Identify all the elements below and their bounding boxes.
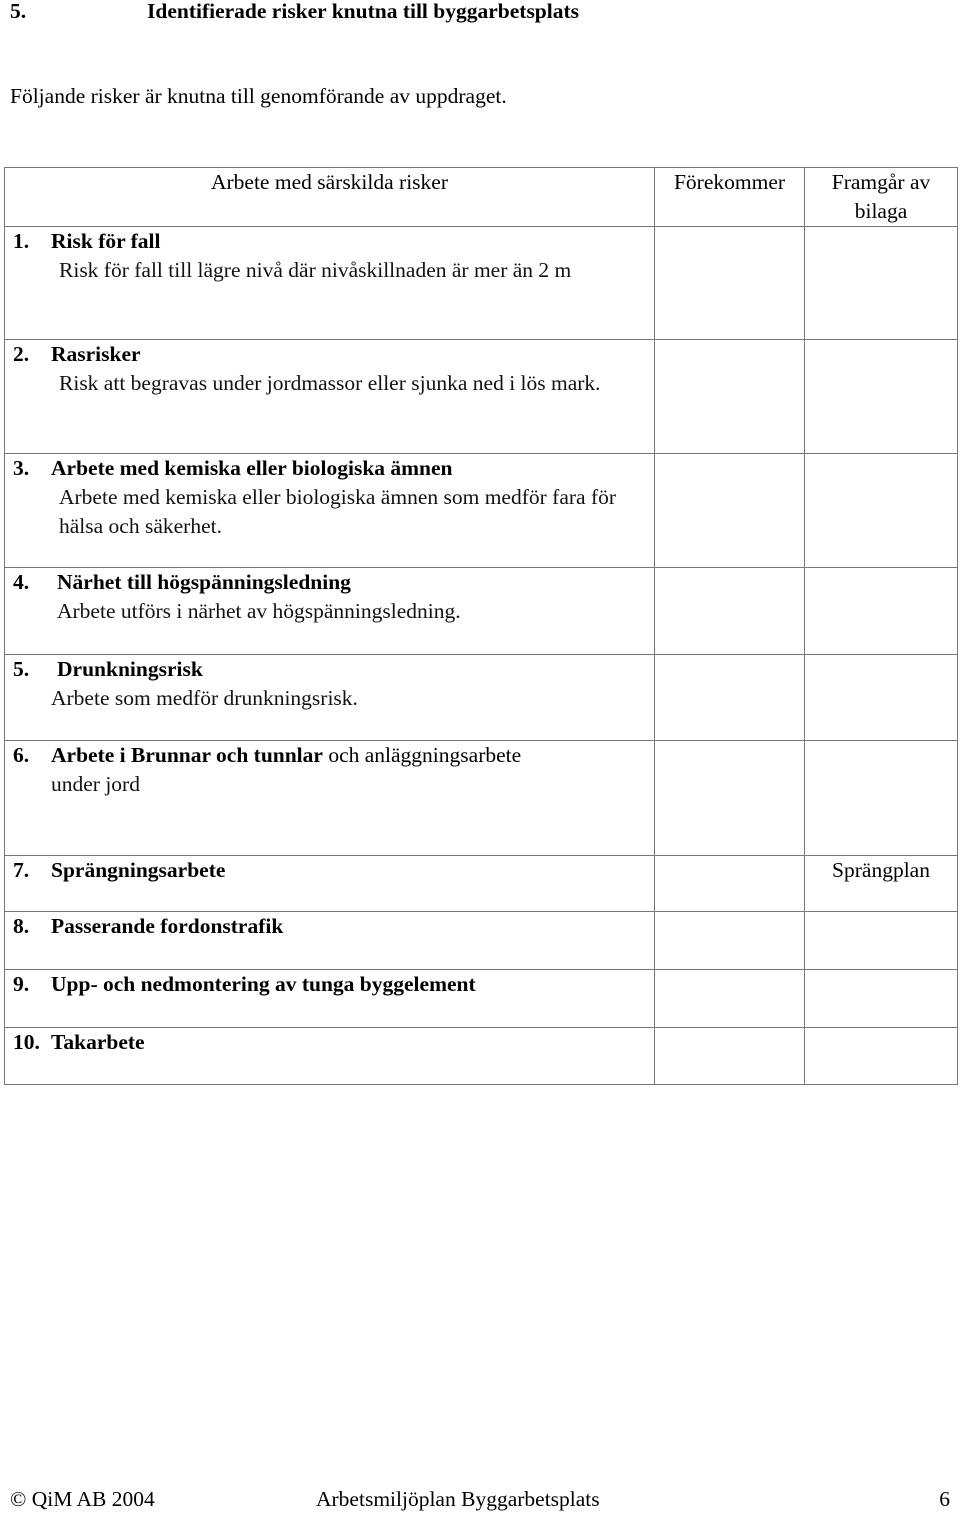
risk-number: 6. [13,743,30,767]
occurs-cell[interactable] [655,912,805,970]
risk-cell [5,340,655,454]
attachment-cell[interactable]: Sprängplan [805,856,958,912]
section-heading [10,0,579,26]
risk-title: Takarbete [51,1030,145,1054]
risk-title-extra: och anläggningsarbete [322,743,522,767]
risk-title: Arbete i Brunnar och tunnlar [51,743,323,767]
risk-description: Arbete utförs i närhet av högspänningsledning. [57,599,461,623]
risk-description: Arbete med kemiska eller biologiska ämnen som medför fara för hälsa och säkerhet. [59,485,617,538]
section-title: Identifierade risker knutna till byggarbetsplats [147,0,580,23]
risk-number: 5. [13,657,30,681]
attachment-cell[interactable] [805,655,958,741]
risk-title: Risk för fall [51,229,161,253]
risk-cell [5,856,655,912]
occurs-cell[interactable] [655,970,805,1028]
attachment-cell[interactable] [805,1028,958,1085]
attachment-cell[interactable] [805,741,958,856]
table-row [5,970,958,1028]
attachment-cell[interactable] [805,912,958,970]
attachment-cell[interactable] [805,970,958,1028]
occurs-cell[interactable] [655,568,805,655]
risk-title: Drunkningsrisk [57,657,203,681]
risk-cell [5,741,655,856]
table-header-row [5,168,958,227]
risk-description: Arbete som medför drunkningsrisk. [51,686,358,710]
section-number: 5. [10,0,27,23]
table-row [5,655,958,741]
table-row [5,856,958,912]
risk-title: Närhet till högspänningsledning [57,570,351,594]
risk-number: 4. [13,570,30,594]
table-row [5,912,958,970]
risk-cell [5,454,655,568]
risk-title: Arbete med kemiska eller biologiska ämnen [51,456,453,480]
attachment-cell[interactable] [805,454,958,568]
occurs-cell[interactable] [655,340,805,454]
risk-title: Rasrisker [51,342,141,366]
risk-cell [5,227,655,340]
risk-number: 9. [13,972,30,996]
intro-text: Följande risker är knutna till genomförande av uppdraget. [10,84,507,108]
occurs-cell[interactable] [655,856,805,912]
table-row [5,741,958,856]
risk-title: Sprängningsarbete [51,858,226,882]
risk-number: 7. [13,858,30,882]
footer-page-number: 6 [939,1487,950,1511]
occurs-cell[interactable] [655,741,805,856]
header-occurs: Förekommer [655,168,805,227]
table-row [5,340,958,454]
table-row [5,227,958,340]
occurs-cell[interactable] [655,454,805,568]
occurs-cell[interactable] [655,655,805,741]
risk-title: Upp- och nedmontering av tunga byggelement [51,972,476,996]
header-attachment: Framgår av bilaga [805,168,958,227]
footer-document-title: Arbetsmiljöplan Byggarbetsplats [316,1487,600,1511]
attachment-cell[interactable] [805,568,958,655]
table-row [5,454,958,568]
risk-number: 1. [13,229,30,253]
risk-table [4,167,958,1085]
risk-number: 2. [13,342,30,366]
risk-number: 8. [13,914,30,938]
footer-copyright: © QiM AB 2004 [10,1487,155,1511]
risk-number: 3. [13,456,30,480]
risk-cell [5,970,655,1028]
header-risk: Arbete med särskilda risker [5,168,655,227]
attachment-cell[interactable] [805,227,958,340]
occurs-cell[interactable] [655,1028,805,1085]
occurs-cell[interactable] [655,227,805,340]
risk-cell [5,1028,655,1085]
risk-cell [5,568,655,655]
risk-description: Risk att begravas under jordmassor eller sjunka ned i lös mark. [59,371,601,395]
risk-description: Risk för fall till lägre nivå där nivåskillnaden är mer än 2 m [59,258,572,282]
risk-cell [5,655,655,741]
risk-cell [5,912,655,970]
table-row [5,1028,958,1085]
risk-title: Passerande fordonstrafik [51,914,284,938]
risk-number: 10. [13,1030,40,1054]
attachment-cell[interactable] [805,340,958,454]
risk-description: under jord [51,772,140,796]
table-row [5,568,958,655]
